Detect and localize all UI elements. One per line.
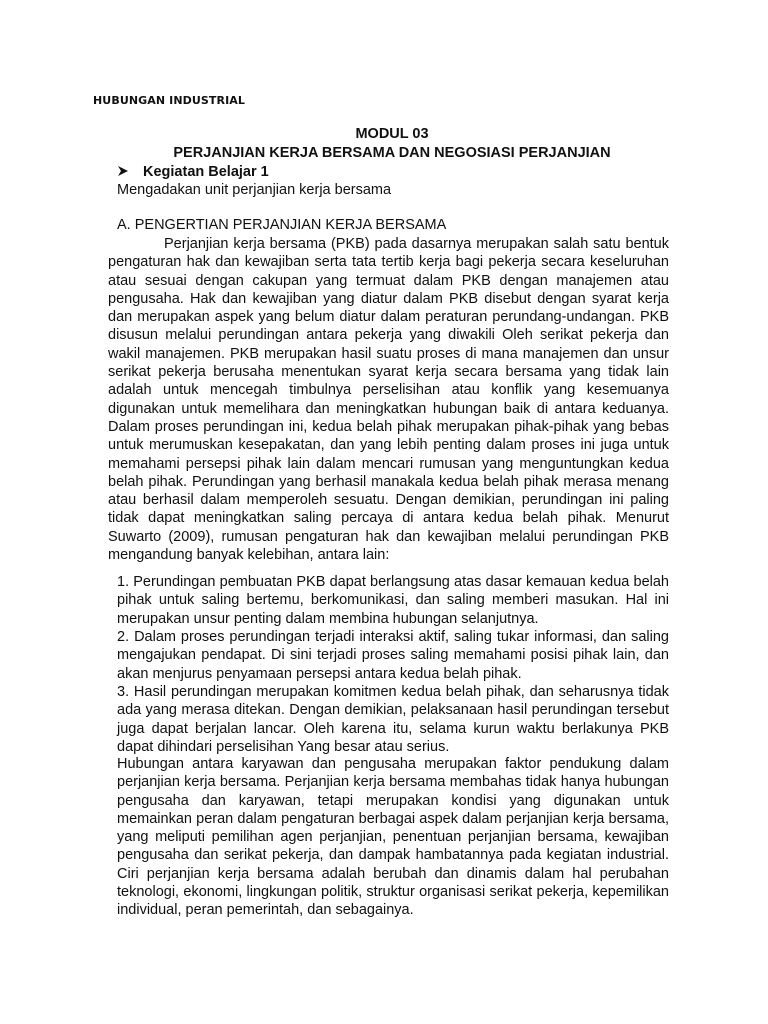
activity-title: Kegiatan Belajar 1 <box>143 164 269 180</box>
activity-heading <box>117 164 269 180</box>
list-item: 2. Dalam proses perundingan terjadi interaksi aktif, saling tukar informasi, dan saling mengajukan pendapat. Di sini terjadi proses saling memahami posisi pihak lain, dan akan menjurus penyamaan persepsi antara kedua belah pihak. <box>117 629 669 682</box>
module-subtitle: PERJANJIAN KERJA BERSAMA DAN NEGOSIASI PERJANJIAN <box>173 145 611 161</box>
arrow-right-icon <box>117 165 131 180</box>
list-item: 1. Perundingan pembuatan PKB dapat berlangsung atas dasar kemauan kedua belah pihak untuk saling bertemu, berkomunikasi, dan saling memberi masukan. Hal ini merupakan unsur penting dalam membina hubungan selanjutnya. <box>117 574 669 627</box>
section-a-title: A. PENGERTIAN PERJANJIAN KERJA BERSAMA <box>117 217 447 233</box>
document-header: HUBUNGAN INDUSTRIAL <box>93 94 246 107</box>
module-title: MODUL 03 <box>355 126 429 142</box>
paragraph-2: Hubungan antara karyawan dan pengusaha merupakan faktor pendukung dalam perjanjian kerja bersama. Perjanjian kerja bersama membahas tidak hanya hubungan pengusaha dan karyawan, tetapi merupakan kondisi yang digunakan untuk memainkan peran dalam pengaturan berbagai aspek dalam perjanjian kerja bersama, yang meliputi pemilihan agen perjanjian, penentuan perjanjian bersama, kewajiban pengusaha dan serikat pekerja, dan dampak hambatannya pada kegiatan industrial. Ciri perjanjian kerja bersama adalah berubah dan dinamis dalam hal perubahan teknologi, ekonomi, lingkungan politik, struktur organisasi serikat pekerja, kepemilikan individual, peran pemerintah, dan sebagainya. <box>117 756 669 919</box>
activity-subtitle: Mengadakan unit perjanjian kerja bersama <box>117 182 392 198</box>
paragraph-1: Perjanjian kerja bersama (PKB) pada dasarnya merupakan salah satu bentuk pengaturan hak dan kewajiban serta tata tertib kerja bagi pekerja secara keseluruhan atau sesuai dengan cakupan yang termuat dalam PKB dengan manajemen atau pengusaha. Hak dan kewajiban yang diatur dalam PKB disebut dengan syarat kerja dan merupakan aspek yang belum diatur dalam peraturan perundang-undangan. PKB disusun melalui perundingan antara pekerja yang diwakili Oleh serikat pekerja dan wakil manajemen. PKB merupakan hasil suatu proses di mana manajemen dan unsur serikat pekerja berusaha menentukan syarat kerja secara bersama yang tidak lain adalah untuk mencegah timbulnya perselisihan atau konflik yang kesemuanya digunakan untuk memelihara dan meningkatkan hubungan baik di antara keduanya. Dalam proses perundingan ini, kedua belah pihak merupakan pihak-pihak yang bebas untuk merumuskan kesepakatan, dan yang lebih penting dalam proses ini juga untuk memahami persepsi pihak lain dalam mencari rumusan yang menguntungkan kedua belah pihak. Perundingan yang berhasil manakala kedua belah pihak merasa menang atau berhasil dalam memperoleh sesuatu. Dengan demikian, perundingan ini paling tidak dapat meningkatkan saling percaya di antara kedua belah pihak. Menurut Suwarto (2009), rumusan pengaturan hak dan kewajiban melalui perundingan PKB mengandung banyak kelebihan, antara lain: <box>108 236 669 564</box>
list-item: 3. Hasil perundingan merupakan komitmen kedua belah pihak, dan seharusnya tidak ada yang merasa ditekan. Dengan demikian, pelaksanaan hasil perundingan tersebut juga dapat berjalan lancar. Oleh karena itu, selama kurun waktu berlakunya PKB dapat dihindari perselisihan Yang besar atau serius. <box>117 684 669 755</box>
